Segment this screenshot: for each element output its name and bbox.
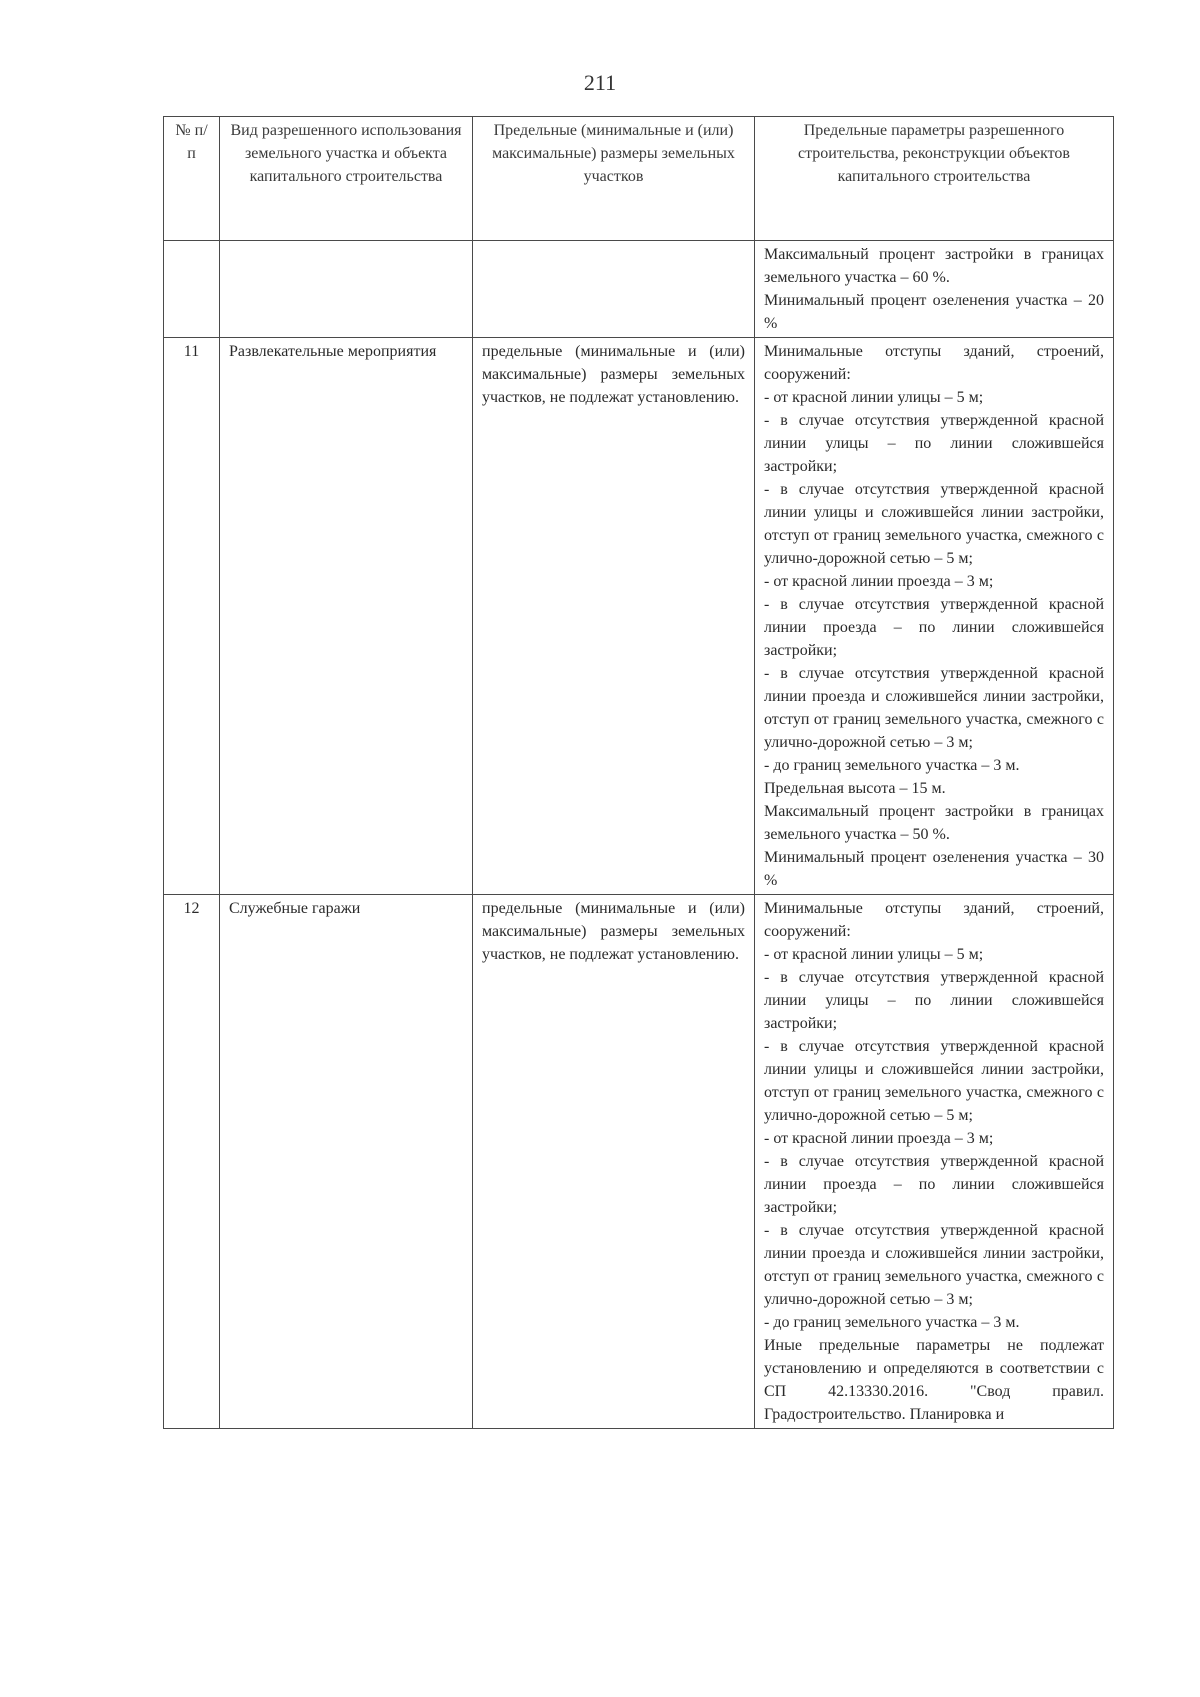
param-line: - в случае отсутствия утвержденной красной линии улицы и сложившейся линии застройки, отступ от границ земельного участка, смежного с улично-дорожной сетью – 5 м; <box>764 1038 1104 1124</box>
cell-use-type: Служебные гаражи <box>220 895 473 1429</box>
param-line: - от красной линии улицы – 5 м; <box>764 389 984 406</box>
cell-params <box>755 895 1114 1429</box>
param-line: - в случае отсутствия утвержденной красной линии улицы – по линии сложившейся застройки; <box>764 969 1104 1032</box>
param-line: Предельная высота – 15 м. <box>764 780 946 797</box>
param-line: Минимальные отступы зданий, строений, сооружений: <box>764 343 1104 383</box>
table-row-continuation <box>164 241 1114 338</box>
cell-use-type: Развлекательные мероприятия <box>220 338 473 895</box>
cell-number: 11 <box>164 338 220 895</box>
cell-sizes: предельные (минимальные и (или) максимальные) размеры земельных участков, не подлежат установлению. <box>473 895 755 1429</box>
param-line: - в случае отсутствия утвержденной красной линии улицы – по линии сложившейся застройки; <box>764 412 1104 475</box>
cell-number: 12 <box>164 895 220 1429</box>
param-line: - от красной линии улицы – 5 м; <box>764 946 984 963</box>
header-use-type: Вид разрешенного использования земельного участка и объекта капитального строительства <box>220 117 473 241</box>
zoning-table <box>163 116 1114 1429</box>
param-line: - в случае отсутствия утвержденной красной линии проезда и сложившейся линии застройки, отступ от границ земельного участка, смежного с улично-дорожной сетью – 3 м; <box>764 1222 1104 1308</box>
header-sizes: Предельные (минимальные и (или) максимальные) размеры земельных участков <box>473 117 755 241</box>
cell-sizes-empty <box>473 241 755 338</box>
param-line: - в случае отсутствия утвержденной красной линии улицы и сложившейся линии застройки, отступ от границ земельного участка, смежного с улично-дорожной сетью – 5 м; <box>764 481 1104 567</box>
cell-params <box>755 338 1114 895</box>
param-line: Иные предельные параметры не подлежат установлению и определяются в соответствии с СП 42.13330.2016. "Свод правил. Градостроительство. Планировка и <box>764 1337 1104 1423</box>
cell-params-continuation <box>755 241 1114 338</box>
param-line: - в случае отсутствия утвержденной красной линии проезда и сложившейся линии застройки, отступ от границ земельного участка, смежного с улично-дорожной сетью – 3 м; <box>764 665 1104 751</box>
param-line: - в случае отсутствия утвержденной красной линии проезда – по линии сложившейся застройки; <box>764 596 1104 659</box>
header-params: Предельные параметры разрешенного строительства, реконструкции объектов капитального строительства <box>755 117 1114 241</box>
param-line: Минимальные отступы зданий, строений, сооружений: <box>764 900 1104 940</box>
param-line: Максимальный процент застройки в границах земельного участка – 60 %. <box>764 246 1104 286</box>
table-row <box>164 338 1114 895</box>
page-number: 211 <box>583 70 617 95</box>
param-line: - от красной линии проезда – 3 м; <box>764 573 994 590</box>
param-line: Минимальный процент озеленения участка – 20 % <box>764 292 1104 332</box>
param-line: Максимальный процент застройки в границах земельного участка – 50 %. <box>764 803 1104 843</box>
table-row <box>164 895 1114 1429</box>
param-line: - до границ земельного участка – 3 м. <box>764 1314 1020 1331</box>
cell-number-empty <box>164 241 220 338</box>
cell-name-empty <box>220 241 473 338</box>
table-header-row <box>164 117 1114 241</box>
param-line: Минимальный процент озеленения участка – 30 % <box>764 849 1104 889</box>
param-line: - в случае отсутствия утвержденной красной линии проезда – по линии сложившейся застройки; <box>764 1153 1104 1216</box>
cell-sizes: предельные (минимальные и (или) максимальные) размеры земельных участков, не подлежат установлению. <box>473 338 755 895</box>
header-number: № п/п <box>164 117 220 241</box>
param-line: - от красной линии проезда – 3 м; <box>764 1130 994 1147</box>
param-line: - до границ земельного участка – 3 м. <box>764 757 1020 774</box>
